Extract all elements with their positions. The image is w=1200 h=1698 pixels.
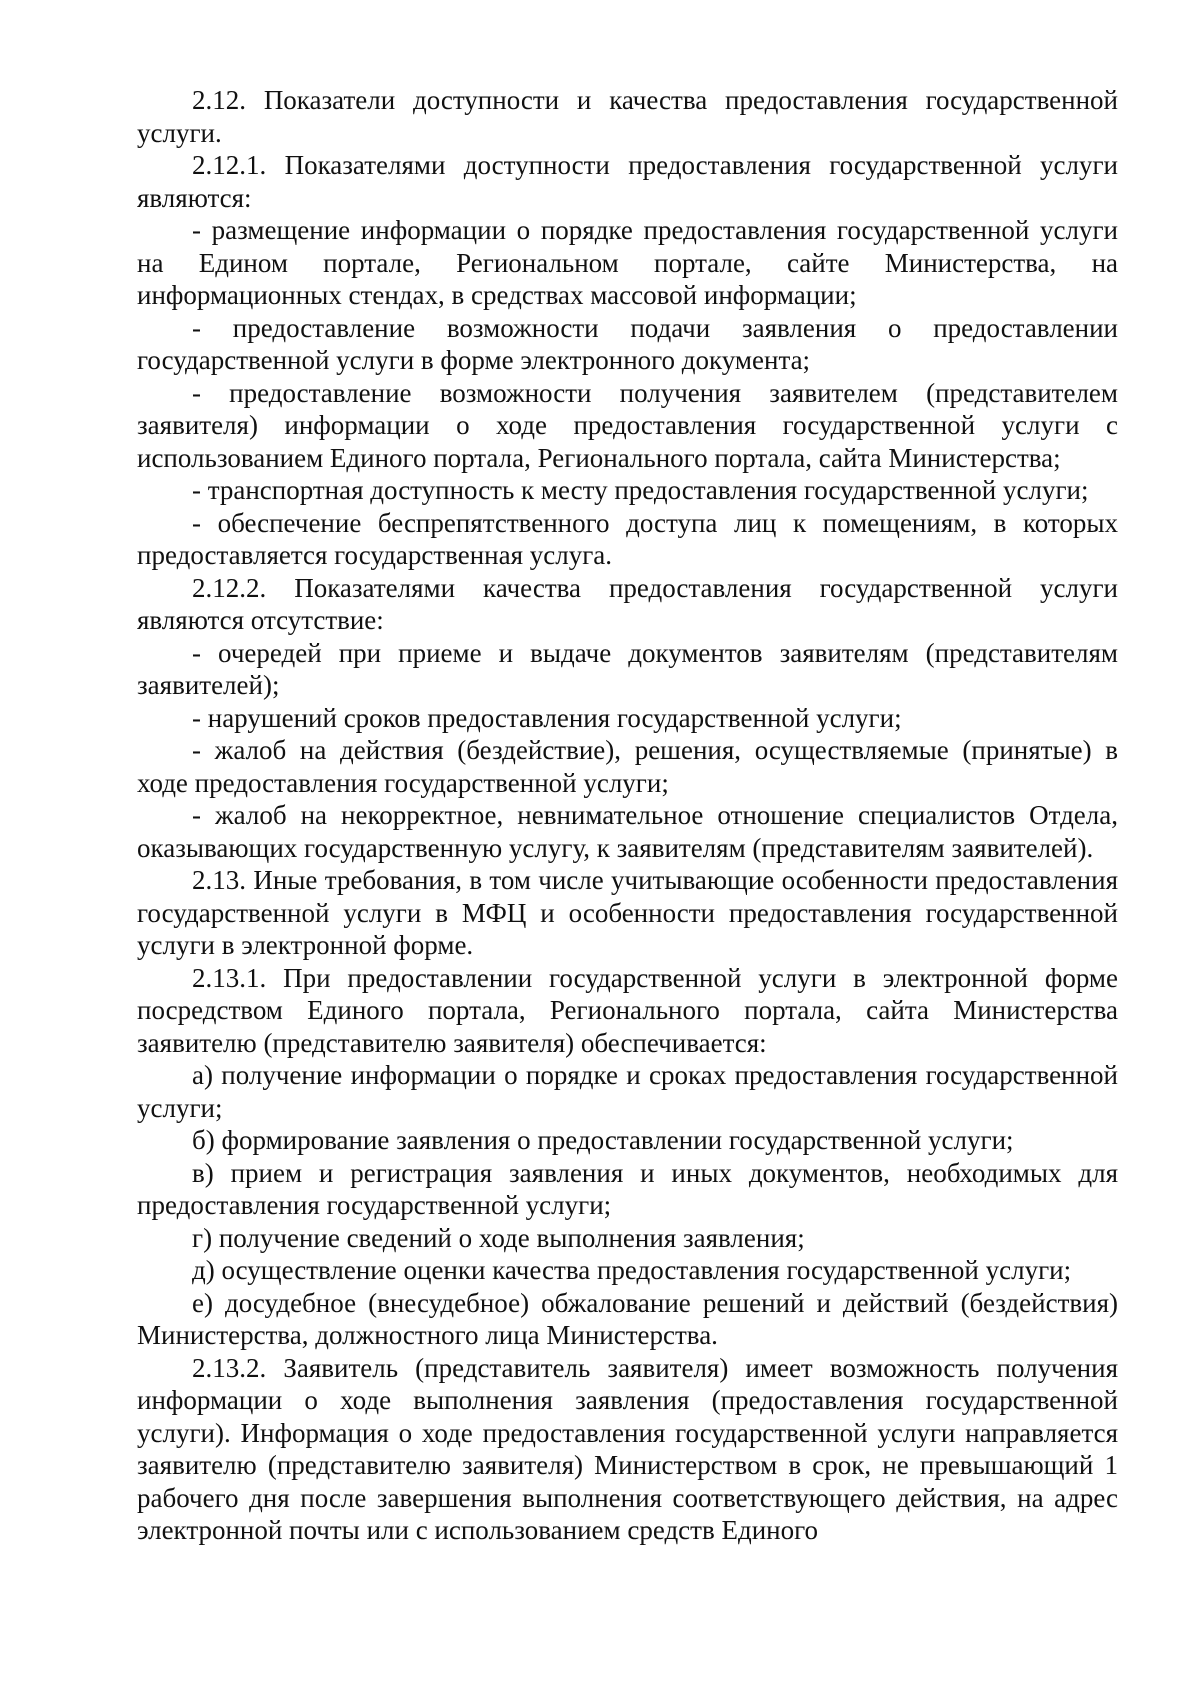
list-item: - предоставление возможности получения заявителем (представителем заявителя) информации о ходе предоставления государственной услуги с использованием Единого портала, Регионального портала, сайта Министерства; (137, 377, 1118, 473)
list-item: е) досудебное (внесудебное) обжалование решений и действий (бездействия) Министерства, должностного лица Министерства. (137, 1287, 1118, 1350)
list-item: - размещение информации о порядке предоставления государственной услуги на Едином портале, Региональном портале, сайте Министерства, на информационных стендах, в средствах массовой информации; (137, 215, 1118, 310)
list-item: - предоставление возможности подачи заявления о предоставлении государственной услуги в форме электронного документа; (137, 312, 1118, 375)
list-item: - жалоб на действия (бездействие), решения, осуществляемые (принятые) в ходе предоставления государственной услуги; (137, 735, 1118, 798)
list-item: в) прием и регистрация заявления и иных документов, необходимых для предоставления государственной услуги; (137, 1157, 1118, 1220)
list-item: - очередей при приеме и выдаче документов заявителям (представителям заявителей); (137, 637, 1118, 700)
list-item: г) получение сведений о ходе выполнения заявления; (192, 1222, 805, 1253)
list-item: - нарушений сроков предоставления государственной услуги; (192, 702, 902, 733)
list-item: - обеспечение беспрепятственного доступа лиц к помещениям, в которых предоставляется государственная услуга. (137, 507, 1118, 570)
section-2-13-2-text: 2.13.2. Заявитель (представитель заявителя) имеет возможность получения информации о ходе выполнения заявления (предоставления государственной услуги). Информация о ходе предоставления государственной услуги направляется заявителю (представителю заявителя) Министерством в срок, не превышающий 1 рабочего дня после завершения выполнения соответствующего действия, на адрес электронной почты или с использованием средств Единого (137, 1352, 1118, 1545)
list-item: д) осуществление оценки качества предоставления государственной услуги; (192, 1255, 1072, 1285)
list-item: б) формирование заявления о предоставлении государственной услуги; (192, 1125, 1014, 1155)
list-item: а) получение информации о порядке и сроках предоставления государственной услуги; (137, 1060, 1118, 1123)
section-2-12-2-intro: 2.12.2. Показателями качества предоставления государственной услуги являются отсутствие: (137, 572, 1118, 635)
document-body (137, 84, 1118, 1547)
section-2-12-1-intro: 2.12.1. Показателями доступности предоставления государственной услуги являются: (137, 150, 1118, 213)
list-item: - жалоб на некорректное, невнимательное отношение специалистов Отдела, оказывающих государственную услугу, к заявителям (представителям заявителей). (137, 800, 1118, 863)
section-heading-2-12: 2.12. Показатели доступности и качества предоставления государственной услуги. (137, 85, 1118, 148)
section-2-13-1-intro: 2.13.1. При предоставлении государственной услуги в электронной форме посредством Единого портала, Регионального портала, сайта Министерства заявителю (представителю заявителя) обеспечивается: (137, 962, 1118, 1058)
list-item: - транспортная доступность к месту предоставления государственной услуги; (192, 475, 1089, 505)
section-heading-2-13: 2.13. Иные требования, в том числе учитывающие особенности предоставления государственной услуги в МФЦ и особенности предоставления государственной услуги в электронной форме. (137, 865, 1118, 960)
